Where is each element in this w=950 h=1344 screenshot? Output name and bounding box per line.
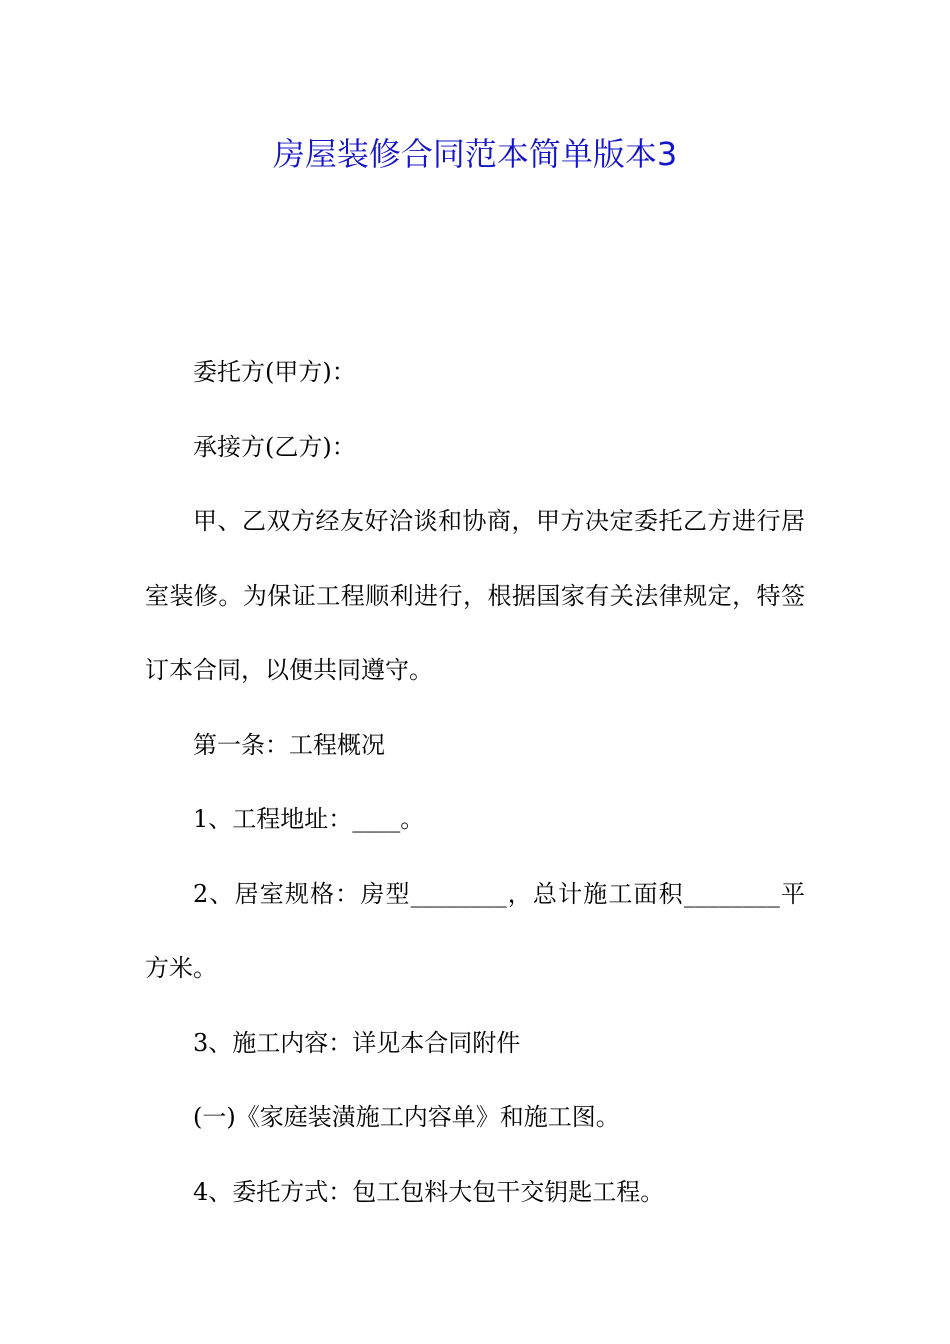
document-body: [145, 335, 805, 1229]
party-b-line: 承接方(乙方)：: [193, 432, 356, 461]
document-title: 房屋装修合同范本简单版本3: [272, 135, 678, 173]
item-commission-method: 4、委托方式：包工包料大包干交钥匙工程。: [193, 1177, 665, 1206]
item-project-address: 1、工程地址：____。: [193, 805, 425, 833]
item-room-spec: 2、居室规格：房型________，总计施工面积________平方米。: [145, 879, 805, 982]
party-a-line: 委托方(甲方)：: [193, 358, 356, 386]
preamble-paragraph: 甲、乙双方经友好洽谈和协商，甲方决定委托乙方进行居室装修。为保证工程顺利进行，根据国家有关法律规定，特签订本合同，以便共同遵守。: [145, 507, 805, 684]
item-construction-content: 3、施工内容：详见本合同附件: [193, 1028, 521, 1057]
item-content-list: (一)《家庭装潢施工内容单》和施工图。: [193, 1103, 620, 1131]
article-one-heading: 第一条：工程概况: [193, 730, 385, 759]
